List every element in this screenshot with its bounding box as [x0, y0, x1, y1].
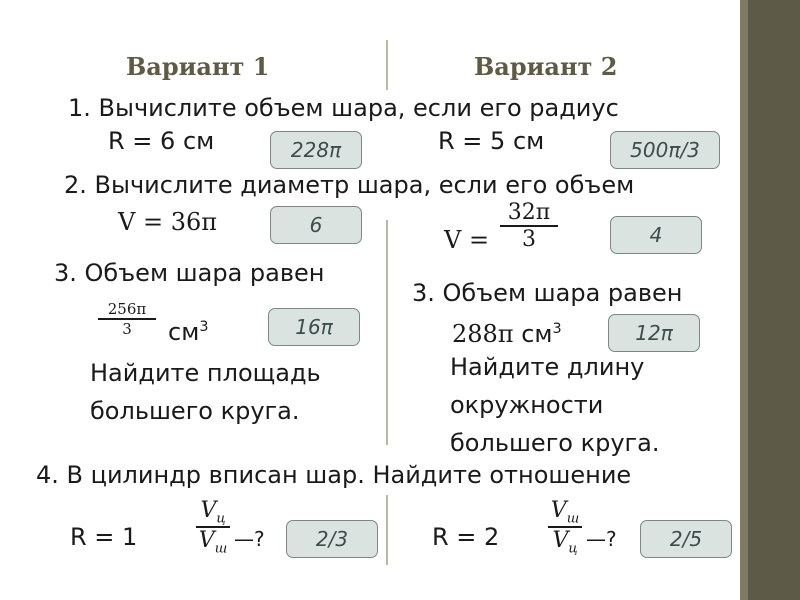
task1-v1-radius: R = 6 см	[108, 127, 215, 155]
task4-v2-ratio	[548, 498, 582, 556]
task1-text: 1. Вычислите объем шара, если его радиус	[68, 94, 619, 122]
decorative-side-band	[740, 0, 800, 600]
task3-v1-numerator: 256π	[107, 300, 147, 318]
task4-v1-suffix: —?	[234, 527, 265, 551]
task2-v2-numerator: 32π	[507, 200, 551, 225]
task4-v2-num-sub: ш	[566, 511, 580, 527]
task4-v2-suffix: —?	[586, 527, 617, 551]
task3-v1-question-line1: Найдите площадь	[90, 359, 321, 387]
task4-text: 4. В цилиндр вписан шар. Найдите отношение	[36, 461, 632, 489]
task3-v1-unit	[168, 312, 208, 347]
task4-v2-numerator	[548, 498, 582, 526]
task4-v2-den-symbol: V	[552, 527, 569, 553]
task3-v2-answer-badge[interactable]	[608, 314, 700, 352]
task4-v1-denominator	[196, 528, 230, 556]
task4-v2-num-symbol: V	[550, 498, 567, 523]
column-divider-task4	[386, 495, 388, 565]
task2-v1-answer: 6	[309, 213, 323, 237]
task3-v2-unit-power: 3	[552, 321, 562, 337]
task4-v1-ratio	[196, 498, 230, 556]
task3-v1-answer: 16π	[295, 315, 333, 339]
task4-v1-radius: R = 1	[70, 523, 138, 551]
task3-v2-unit: см	[521, 320, 553, 348]
task2-v2-denominator: 3	[522, 226, 536, 252]
task1-v2-answer-badge[interactable]	[610, 131, 720, 169]
task1-v2-answer: 500π/3	[630, 138, 700, 162]
task3-v2-text: 3. Объем шара равен	[412, 279, 683, 307]
task2-v2-lhs: V =	[444, 226, 490, 254]
task3-v1-text: 3. Объем шара равен	[54, 259, 325, 287]
task1-v1-answer: 228π	[290, 138, 342, 162]
task4-v2-radius: R = 2	[432, 523, 500, 551]
column-divider-bottom	[386, 220, 388, 445]
task3-v1-fraction	[98, 300, 156, 338]
task4-v2-answer: 2/5	[669, 527, 703, 551]
task3-v1-unit-text: см	[168, 318, 200, 346]
task3-v1-question-line2: большего круга.	[90, 397, 300, 425]
task3-v1-denominator: 3	[122, 319, 132, 338]
task2-v1-volume: V = 36π	[118, 208, 218, 236]
task2-text: 2. Вычислите диаметр шара, если его объем	[64, 171, 635, 199]
task3-v1-unit-power: 3	[199, 319, 209, 335]
task1-v2-radius: R = 5 см	[438, 127, 545, 155]
task2-v2-answer-badge[interactable]	[610, 216, 702, 254]
variant2-heading: Вариант 2	[474, 52, 618, 81]
task4-v1-answer: 2/3	[315, 527, 349, 551]
task4-v2-answer-badge[interactable]	[640, 520, 732, 558]
variant1-heading: Вариант 1	[126, 52, 270, 81]
task2-v2-answer: 4	[649, 223, 663, 247]
task3-v2-value: 288π	[452, 320, 514, 348]
task4-v1-num-symbol: V	[200, 498, 217, 523]
task4-v1-den-symbol: V	[198, 527, 215, 553]
task2-v2-fraction	[500, 200, 558, 252]
task3-v2-question-line2: окружности	[450, 391, 604, 419]
task4-v1-numerator	[196, 498, 230, 526]
task4-v1-num-sub: ц	[216, 511, 226, 527]
task1-v1-answer-badge[interactable]	[270, 131, 362, 169]
task4-v2-den-sub: ц	[568, 541, 578, 557]
task2-v1-answer-badge[interactable]	[270, 206, 362, 244]
task4-v1-den-sub: ш	[214, 541, 228, 557]
column-divider-top	[386, 40, 388, 90]
task3-v2-volume	[452, 314, 562, 349]
task3-v2-question-line3: большего круга.	[450, 429, 660, 457]
task4-v2-denominator	[548, 528, 582, 556]
task3-v2-question-line1: Найдите длину	[450, 353, 645, 381]
task3-v2-answer: 12π	[635, 321, 673, 345]
side-band-stripe	[740, 0, 748, 600]
task3-v1-answer-badge[interactable]	[268, 308, 360, 346]
task4-v1-answer-badge[interactable]	[286, 520, 378, 558]
